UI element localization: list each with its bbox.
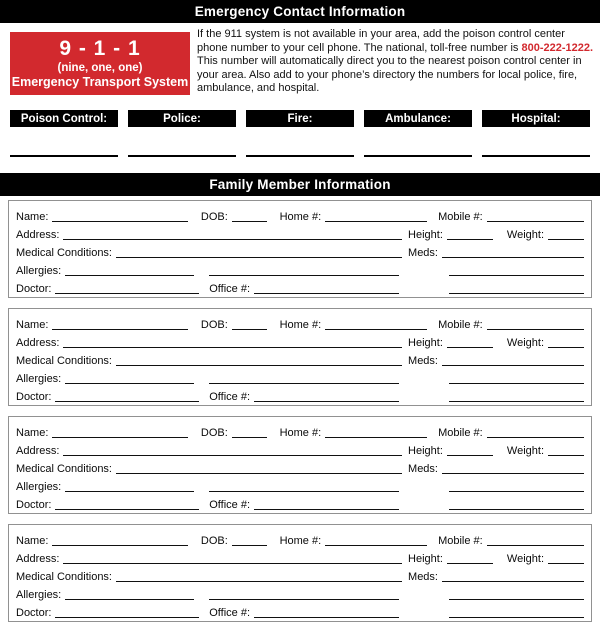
mobile-number-field-line[interactable] — [487, 221, 584, 222]
weight-label: Weight: — [506, 337, 544, 349]
contact-entry-line-fire[interactable] — [246, 155, 354, 157]
meds-continuation-line[interactable] — [449, 599, 584, 600]
medical-conditions-label: Medical Conditions: — [16, 355, 112, 367]
office-number-field-line[interactable] — [254, 293, 399, 294]
member-row-identity — [16, 530, 584, 548]
home-number-label: Home #: — [279, 211, 322, 223]
allergies-continuation-line[interactable] — [209, 599, 399, 600]
contact-label-ambulance: Ambulance: — [364, 110, 472, 127]
contact-label-hospital: Hospital: — [482, 110, 590, 127]
mobile-number-label: Mobile #: — [438, 211, 483, 223]
home-number-field-line[interactable] — [325, 329, 427, 330]
family-header-title: Family Member Information — [209, 177, 391, 192]
height-field-line[interactable] — [447, 455, 493, 456]
doctor-label: Doctor: — [16, 283, 52, 295]
name-label: Name: — [16, 211, 49, 223]
weight-field-line[interactable] — [548, 239, 584, 240]
home-number-label: Home #: — [279, 319, 322, 331]
address-field-line[interactable] — [63, 347, 402, 348]
emergency-header-title: Emergency Contact Information — [194, 4, 406, 19]
poison-control-instructions — [197, 28, 594, 96]
family-member-block — [8, 200, 592, 298]
member-row-doctor — [16, 278, 584, 296]
weight-field-line[interactable] — [548, 563, 584, 564]
mobile-number-field-line[interactable] — [487, 329, 584, 330]
weight-label: Weight: — [506, 553, 544, 565]
address-label: Address: — [16, 553, 60, 565]
name-field-line[interactable] — [52, 437, 188, 438]
address-field-line[interactable] — [63, 455, 402, 456]
allergies-continuation-line[interactable] — [209, 491, 399, 492]
name-label: Name: — [16, 535, 49, 547]
meds-continuation-line[interactable] — [449, 491, 584, 492]
name-field-line[interactable] — [52, 221, 188, 222]
allergies-field-line[interactable] — [65, 491, 194, 492]
dob-label: DOB: — [200, 319, 228, 331]
911-words: (nine, one, one) — [57, 62, 143, 75]
contact-entry-line-poison-control[interactable] — [10, 155, 118, 157]
allergies-label: Allergies: — [16, 589, 62, 601]
mobile-number-label: Mobile #: — [438, 535, 483, 547]
height-field-line[interactable] — [447, 563, 493, 564]
member-row-allergies — [16, 476, 584, 494]
meds-label: Meds: — [408, 355, 438, 367]
contact-entry-line-hospital[interactable] — [482, 155, 590, 157]
doctor-label: Doctor: — [16, 607, 52, 619]
911-caption: Emergency Transport System — [11, 75, 189, 90]
medical-conditions-label: Medical Conditions: — [16, 463, 112, 475]
meds-continuation-line[interactable] — [449, 383, 584, 384]
weight-field-line[interactable] — [548, 347, 584, 348]
name-label: Name: — [16, 319, 49, 331]
member-row-doctor — [16, 602, 584, 620]
height-label: Height: — [408, 337, 443, 349]
family-member-block — [8, 524, 592, 622]
office-number-label: Office #: — [209, 391, 250, 403]
weight-field-line[interactable] — [548, 455, 584, 456]
medical-conditions-field-line[interactable] — [116, 257, 402, 258]
meds-continuation-line[interactable] — [449, 275, 584, 276]
doctor-field-line[interactable] — [55, 401, 199, 402]
allergies-label: Allergies: — [16, 265, 62, 277]
office-number-field-line[interactable] — [254, 509, 399, 510]
address-label: Address: — [16, 229, 60, 241]
member-row-medical — [16, 458, 584, 476]
doctor-field-line[interactable] — [55, 293, 199, 294]
member-row-allergies — [16, 368, 584, 386]
meds-continuation-line-2[interactable] — [449, 509, 584, 510]
poison-control-phone-number: 800-222-1222. — [521, 41, 594, 54]
member-row-allergies — [16, 584, 584, 602]
instructions-text-after: This number will automatically direct you to the nearest poison control center in your area. Also add to your phone’s directory the numbers for local police, fire, ambulance, and hospital. — [197, 55, 582, 94]
address-field-line[interactable] — [63, 563, 402, 564]
member-row-medical — [16, 566, 584, 584]
member-row-identity — [16, 314, 584, 332]
name-label: Name: — [16, 427, 49, 439]
meds-label: Meds: — [408, 571, 438, 583]
911-badge — [10, 32, 190, 95]
medical-conditions-label: Medical Conditions: — [16, 247, 112, 259]
doctor-field-line[interactable] — [55, 617, 199, 618]
dob-label: DOB: — [200, 427, 228, 439]
section-header-emergency — [0, 0, 600, 23]
mobile-number-field-line[interactable] — [487, 545, 584, 546]
height-label: Height: — [408, 445, 443, 457]
medical-conditions-field-line[interactable] — [116, 581, 402, 582]
dob-label: DOB: — [200, 211, 228, 223]
doctor-field-line[interactable] — [55, 509, 199, 510]
member-row-doctor — [16, 386, 584, 404]
weight-label: Weight: — [506, 229, 544, 241]
dob-field-line[interactable] — [232, 221, 267, 222]
family-members — [8, 200, 592, 623]
dob-field-line[interactable] — [232, 437, 267, 438]
instructions-text-before: If the 911 system is not available in your area, add the poison control center phone number to your cell phone. The national, toll-free number is — [197, 28, 565, 54]
home-number-label: Home #: — [279, 535, 322, 547]
meds-continuation-line-2[interactable] — [449, 293, 584, 294]
member-row-medical — [16, 242, 584, 260]
dob-label: DOB: — [200, 535, 228, 547]
doctor-label: Doctor: — [16, 391, 52, 403]
allergies-label: Allergies: — [16, 481, 62, 493]
meds-field-line[interactable] — [442, 257, 584, 258]
meds-continuation-line-2[interactable] — [449, 617, 584, 618]
name-field-line[interactable] — [52, 545, 188, 546]
office-number-field-line[interactable] — [254, 617, 399, 618]
member-row-doctor — [16, 494, 584, 512]
contact-label-poison-control: Poison Control: — [10, 110, 118, 127]
member-row-address — [16, 332, 584, 350]
office-number-field-line[interactable] — [254, 401, 399, 402]
office-number-label: Office #: — [209, 499, 250, 511]
family-member-block — [8, 416, 592, 514]
home-number-label: Home #: — [279, 427, 322, 439]
weight-label: Weight: — [506, 445, 544, 457]
mobile-number-label: Mobile #: — [438, 427, 483, 439]
contact-label-police: Police: — [128, 110, 236, 127]
meds-label: Meds: — [408, 247, 438, 259]
medical-conditions-label: Medical Conditions: — [16, 571, 112, 583]
member-row-allergies — [16, 260, 584, 278]
medical-conditions-field-line[interactable] — [116, 473, 402, 474]
office-number-label: Office #: — [209, 607, 250, 619]
office-number-label: Office #: — [209, 283, 250, 295]
height-label: Height: — [408, 229, 443, 241]
allergies-field-line[interactable] — [65, 383, 194, 384]
911-number: 9 - 1 - 1 — [59, 37, 141, 61]
member-row-identity — [16, 206, 584, 224]
medical-conditions-field-line[interactable] — [116, 365, 402, 366]
member-row-address — [16, 224, 584, 242]
allergies-continuation-line[interactable] — [209, 383, 399, 384]
family-member-block — [8, 308, 592, 406]
allergies-label: Allergies: — [16, 373, 62, 385]
home-number-field-line[interactable] — [325, 545, 427, 546]
dob-field-line[interactable] — [232, 545, 267, 546]
member-row-identity — [16, 422, 584, 440]
contact-label-fire: Fire: — [246, 110, 354, 127]
allergies-field-line[interactable] — [65, 275, 194, 276]
meds-label: Meds: — [408, 463, 438, 475]
mobile-number-field-line[interactable] — [487, 437, 584, 438]
meds-field-line[interactable] — [442, 581, 584, 582]
member-row-medical — [16, 350, 584, 368]
meds-field-line[interactable] — [442, 473, 584, 474]
member-row-address — [16, 440, 584, 458]
dob-field-line[interactable] — [232, 329, 267, 330]
contact-entry-line-ambulance[interactable] — [364, 155, 472, 157]
home-number-field-line[interactable] — [325, 437, 427, 438]
address-label: Address: — [16, 337, 60, 349]
height-field-line[interactable] — [447, 347, 493, 348]
section-header-family — [0, 173, 600, 196]
meds-field-line[interactable] — [442, 365, 584, 366]
mobile-number-label: Mobile #: — [438, 319, 483, 331]
home-number-field-line[interactable] — [325, 221, 427, 222]
address-label: Address: — [16, 445, 60, 457]
contact-entry-line-police[interactable] — [128, 155, 236, 157]
allergies-field-line[interactable] — [65, 599, 194, 600]
meds-continuation-line-2[interactable] — [449, 401, 584, 402]
doctor-label: Doctor: — [16, 499, 52, 511]
height-label: Height: — [408, 553, 443, 565]
member-row-address — [16, 548, 584, 566]
height-field-line[interactable] — [447, 239, 493, 240]
name-field-line[interactable] — [52, 329, 188, 330]
allergies-continuation-line[interactable] — [209, 275, 399, 276]
address-field-line[interactable] — [63, 239, 402, 240]
